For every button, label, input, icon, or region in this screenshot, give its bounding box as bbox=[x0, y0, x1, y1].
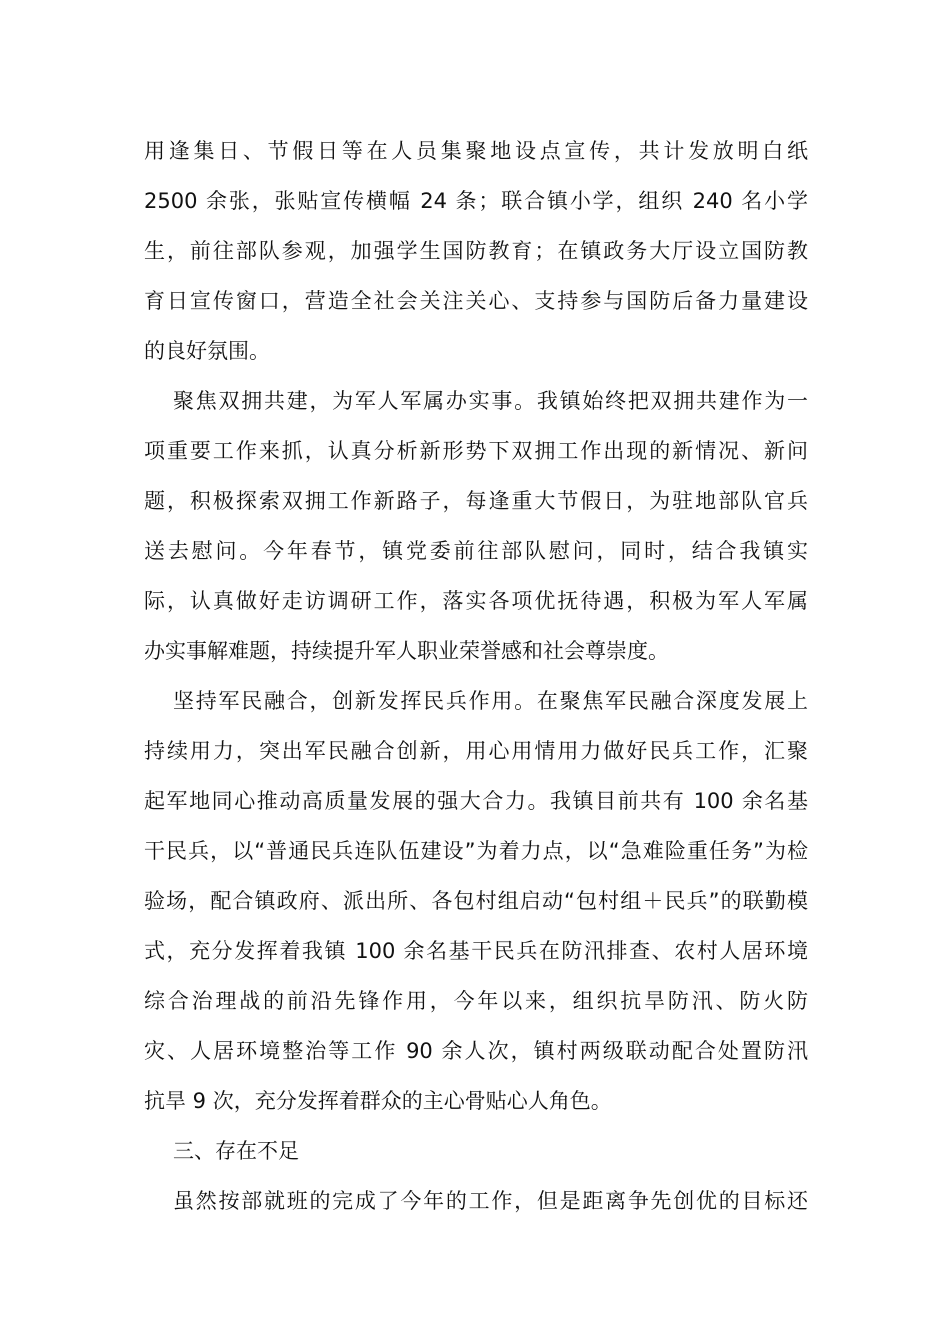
text-line: 抗旱 9 次，充分发挥着群众的主心骨贴心人角色。 bbox=[144, 1089, 612, 1113]
text-line: 用逢集日、节假日等在人员集聚地设点宣传，共计发放明白纸 bbox=[144, 139, 808, 163]
text-line: 际，认真做好走访调研工作，落实各项优抚待遇，积极为军人军属 bbox=[144, 589, 808, 613]
text-line: 起军地同心推动高质量发展的强大合力。我镇目前共有 100 余名基 bbox=[144, 789, 808, 813]
text-line: 式，充分发挥着我镇 100 余名基干民兵在防汛排查、农村人居环境 bbox=[144, 939, 808, 963]
text-line: 项重要工作来抓，认真分析新形势下双拥工作出现的新情况、新问 bbox=[144, 439, 808, 463]
text-line: 办实事解难题，持续提升军人职业荣誉感和社会尊崇度。 bbox=[144, 639, 669, 663]
text-line: 持续用力，突出军民融合创新，用心用情用力做好民兵工作，汇聚 bbox=[144, 739, 808, 763]
paragraph-heading-line: 聚焦双拥共建，为军人军属办实事。我镇始终把双拥共建作为一 bbox=[173, 389, 808, 413]
text-line: 虽然按部就班的完成了今年的工作，但是距离争先创优的目标还 bbox=[173, 1189, 808, 1213]
document-body bbox=[144, 126, 808, 1226]
text-line: 育日宣传窗口，营造全社会关注关心、支持参与国防后备力量建设 bbox=[144, 289, 808, 313]
text-line: 2500 余张，张贴宣传横幅 24 条；联合镇小学，组织 240 名小学 bbox=[144, 189, 808, 213]
text-line: 验场，配合镇政府、派出所、各包村组启动“包村组＋民兵”的联勤模 bbox=[144, 889, 808, 913]
text-line: 生，前往部队参观，加强学生国防教育；在镇政务大厅设立国防教 bbox=[144, 239, 808, 263]
text-line: 综合治理战的前沿先锋作用，今年以来，组织抗旱防汛、防火防 bbox=[144, 989, 808, 1013]
text-line: 题，积极探索双拥工作新路子，每逢重大节假日，为驻地部队官兵 bbox=[144, 489, 808, 513]
text-line: 送去慰问。今年春节，镇党委前往部队慰问，同时，结合我镇实 bbox=[144, 539, 808, 563]
text-line: 的良好氛围。 bbox=[144, 339, 270, 363]
paragraph-heading-line: 坚持军民融合，创新发挥民兵作用。在聚焦军民融合深度发展上 bbox=[173, 689, 808, 713]
section-heading: 三、存在不足 bbox=[173, 1139, 299, 1163]
text-line: 干民兵，以“普通民兵连队伍建设”为着力点，以“急难险重任务”为检 bbox=[144, 839, 808, 863]
text-line: 灾、人居环境整治等工作 90 余人次，镇村两级联动配合处置防汛 bbox=[144, 1039, 808, 1063]
